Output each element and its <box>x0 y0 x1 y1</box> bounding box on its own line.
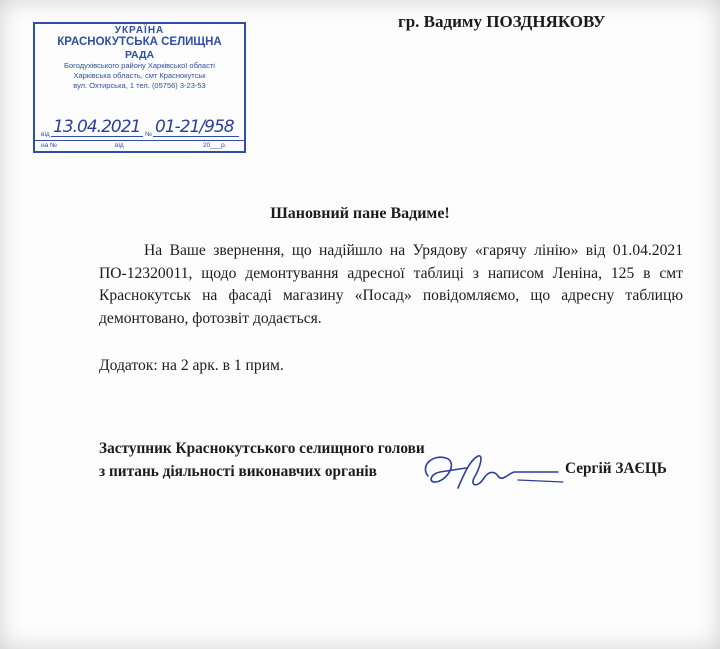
stamp-country: УКРАЇНА <box>114 25 165 36</box>
salutation: Шановний пане Вадиме! <box>270 205 450 222</box>
attachment-note: Додаток: на 2 арк. в 1 прим. <box>99 357 284 374</box>
stamp-reference-row <box>35 140 244 153</box>
stamp-ref-label: на № <box>41 142 57 149</box>
body-paragraph <box>99 240 683 330</box>
handwritten-signature <box>418 448 568 498</box>
stamp-number-label: № <box>145 131 152 138</box>
stamp-ref-from-label: від <box>115 142 124 149</box>
signatory-title-line-2: з питань діяльності виконавчих органів <box>99 463 377 480</box>
body-text: На Ваше звернення, що надійшло на Урядову «гарячу лінію» від 01.04.2021 ПО-12320011, щодо демонтування адресної таблиці з написом Леніна, 125 в смт Краснокутськ на фасаді магазину «Посад» повідомляємо, що адресну таблицю демонтовано, фотозвіт додається. <box>99 242 683 327</box>
stamp-registration-line <box>41 114 241 142</box>
stamp-address: вул. Охтирська, 1 тел. (05756) 3-23-53 <box>73 81 206 90</box>
signatory-title <box>99 437 425 483</box>
handwritten-date: 13.04.2021 <box>53 117 141 137</box>
stamp-council-name: КРАСНОКУТСЬКА СЕЛИЩНА <box>57 36 222 48</box>
addressee: гр. Вадиму ПОЗДНЯКОВУ <box>398 12 606 31</box>
letterhead-stamp <box>33 22 246 153</box>
stamp-from-label: від <box>41 131 50 138</box>
handwritten-number: 01-21/958 <box>155 117 234 137</box>
stamp-district: Богодухівського району Харківської області <box>64 61 215 70</box>
stamp-year-label: 20___р. <box>203 142 227 149</box>
signatory-title-line-1: Заступник Краснокутського селищного голови <box>99 440 425 457</box>
stamp-council-name-2: РАДА <box>124 49 155 61</box>
signatory-name: Сергій ЗАЄЦЬ <box>565 460 667 477</box>
stamp-location: Харківська область, смт Краснокутськ <box>73 71 206 80</box>
